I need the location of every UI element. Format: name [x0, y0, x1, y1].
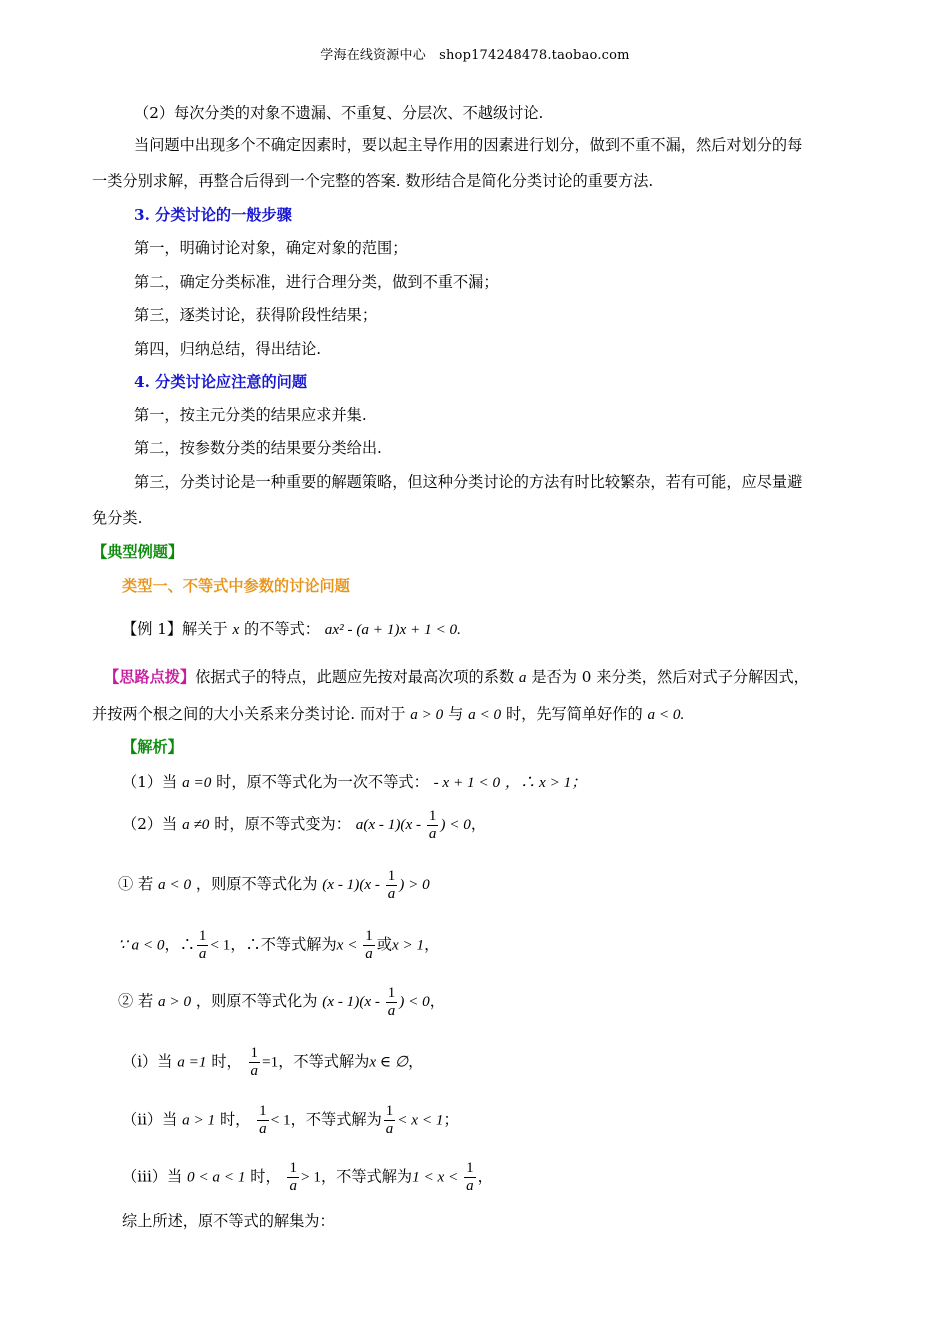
solution-case-2: （2）当 a ≠0 时，原不等式变为： a(x - 1)(x - $\frac{1}{a}$ ) < 0， — [122, 808, 487, 842]
section4-item-3: 第三，分类讨论是一种重要的解题策略，但这种分类讨论的方法有时比较繁杂，若有可能，应尽量避 — [134, 473, 803, 491]
hint-cond-1: a > 0 — [410, 706, 444, 723]
hint-var-a: a — [518, 669, 527, 686]
solution-summary: 综上所述，原不等式的解集为： — [122, 1212, 335, 1230]
examples-heading: 【典型例题】 — [92, 543, 184, 561]
solution-case-ii: （ⅱ）当 a > 1 时， $\frac{1}{a}$ < 1，不等式解为 $\frac{1}{a}$ < x < 1； — [122, 1103, 459, 1137]
section2-paragraph-line1: 当问题中出现多个不确定因素时，要以起主导作用的因素进行划分，做到不重不漏，然后对划分的每 — [134, 136, 803, 154]
solution-sub-1: ① 若 a < 0 ，则原不等式化为 (x - 1)(x - $\frac{1}{a}$ ) > 0 — [118, 868, 430, 902]
hint-text-1: 依据式子的特点，此题应先按对最高次项的系数 — [195, 668, 515, 686]
example1-mid: 的不等式： — [244, 620, 320, 638]
page-header: 学海在线资源中心 shop174248478.taobao.com — [320, 48, 630, 63]
solution-case-i: （ⅰ）当 a =1 时， $\frac{1}{a}$ =1，不等式解为x ∈ ∅， — [122, 1045, 424, 1079]
section3-step-2: 第二，确定分类标准，进行合理分类，做到不重不漏； — [134, 273, 499, 291]
hint-cond-3: a < 0. — [647, 706, 685, 723]
section4-item-3-cont: 免分类. — [92, 509, 143, 527]
section3-step-3: 第三，逐类讨论，获得阶段性结果； — [134, 306, 377, 324]
example1-label: 【例 1】解关于 — [122, 620, 228, 638]
section2-point: （2）每次分类的对象不遗漏、不重复、分层次、不越级讨论. — [134, 104, 544, 122]
section4-item-2: 第二，按参数分类的结果要分类给出. — [134, 439, 382, 457]
example1-var: x — [232, 621, 240, 638]
solution-because-line: ∵ a < 0，∴ $\frac{1}{a}$ < 1，∴不等式解为x < $\frac{1}{a}$ 或x > 1， — [118, 928, 440, 962]
hint-line-2: 并按两个根之间的大小关系来分类讨论. 而对于 a > 0 与 a < 0 时，先写简单好作的 a < 0. — [92, 705, 685, 723]
example1-formula: ax² - (a + 1)x + 1 < 0. — [324, 621, 461, 638]
section4-title: 4. 分类讨论应注意的问题 — [134, 373, 308, 391]
hint-text-2: 是否为 0 来分类，然后对式子分解因式， — [531, 668, 809, 686]
section3-step-4: 第四，归纳总结，得出结论. — [134, 340, 322, 358]
solution-case-iii: （ⅲ）当 0 < a < 1 时， $\frac{1}{a}$ > 1，不等式解为1 < x < $\frac{1}{a}$ ， — [122, 1160, 493, 1194]
case2-formula: a(x - 1)(x - $\frac{1}{a}$ ) < 0 — [355, 808, 471, 842]
hint-cond-2: a < 0 — [468, 706, 502, 723]
solution-case-1: （1）当 a =0 时，原不等式化为一次不等式： - x + 1 < 0 ，∴ x > 1； — [122, 773, 587, 791]
example1-statement — [122, 622, 902, 637]
hint-line-1 — [104, 670, 884, 685]
section3-step-1: 第一，明确讨论对象，确定对象的范围； — [134, 239, 408, 257]
section3-title: 3. 分类讨论的一般步骤 — [134, 206, 292, 224]
solution-label: 【解析】 — [122, 738, 183, 756]
section4-item-1: 第一，按主元分类的结果应求并集. — [134, 406, 367, 424]
solution-sub-2: ② 若 a > 0 ，则原不等式化为 (x - 1)(x - $\frac{1}{a}$ ) < 0， — [118, 985, 445, 1019]
section2-paragraph-line2: 一类分别求解，再整合后得到一个完整的答案. 数形结合是简化分类讨论的重要方法. — [92, 172, 654, 190]
hint-label: 【思路点拨】 — [104, 668, 196, 686]
type1-heading: 类型一、不等式中参数的讨论问题 — [122, 577, 350, 595]
